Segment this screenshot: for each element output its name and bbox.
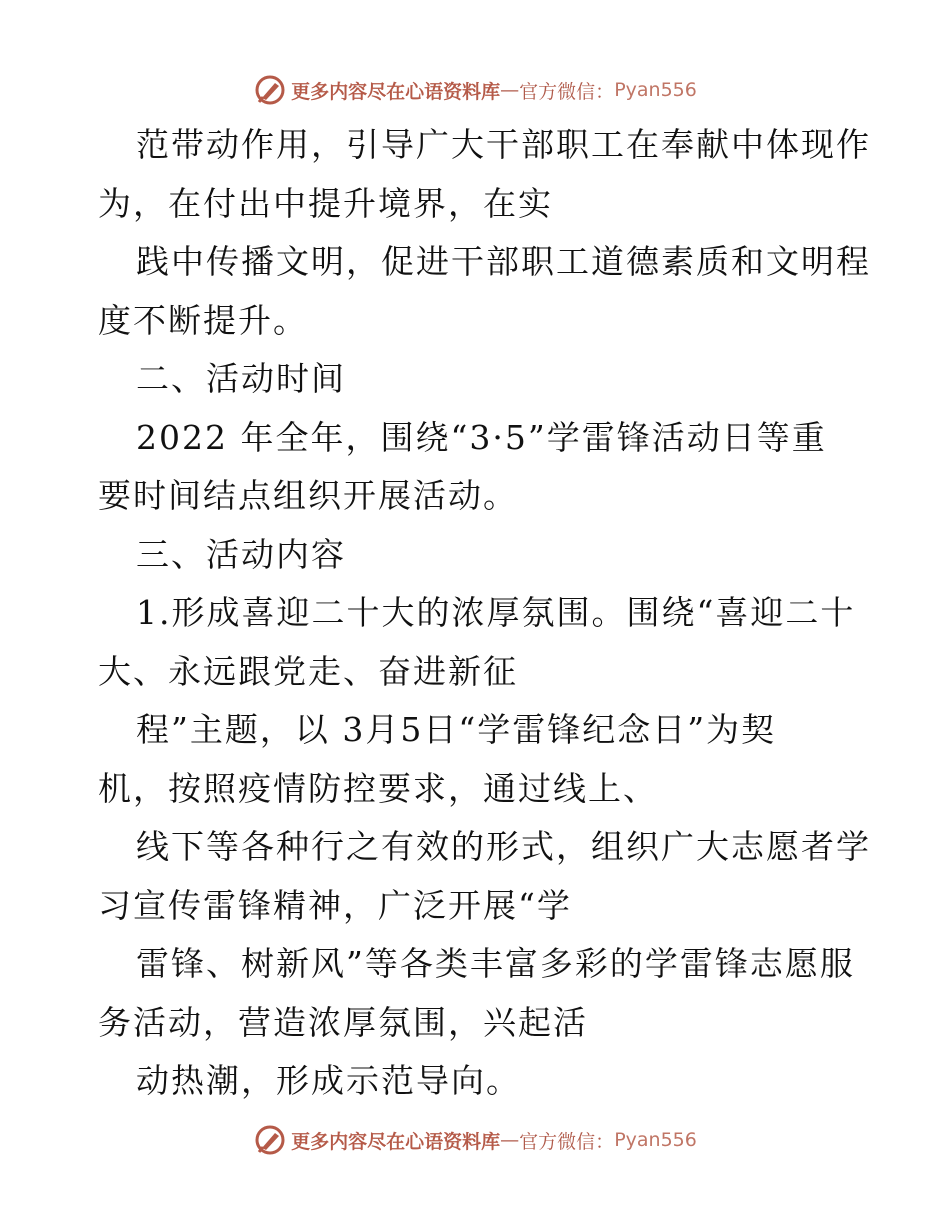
text-line: 践中传播文明，促进干部职工道德素质和文明程 [136, 242, 871, 281]
text-line: 机，按照疫情防控要求，通过线上、 [98, 768, 658, 808]
text-line: 范带动作用，引导广大干部职工在奉献中体现作 [136, 125, 871, 164]
pen-logo-icon [253, 73, 287, 107]
text-line: 习宣传雷锋精神，广泛开展“学 [98, 885, 572, 925]
document-body [98, 116, 871, 1111]
watermark-id: Pyan556 [614, 1129, 697, 1151]
text-line: 线下等各种行之有效的形式，组织广大志愿者学 [136, 827, 871, 866]
watermark-official: 官方微信： [519, 1130, 615, 1153]
watermark-dash: — [500, 1129, 520, 1151]
text-line: 1.形成喜迎二十大的浓厚氛围。围绕“喜迎二十 [136, 593, 856, 632]
pen-logo-icon [253, 1123, 287, 1157]
text-line: 程”主题，以 3月5日“学雷锋纪念日”为契 [136, 710, 777, 749]
text-line: 2022 年全年，围绕“3·5”学雷锋活动日等重 [136, 417, 827, 457]
text-line: 二、活动时间 [136, 359, 346, 398]
text-line: 要时间结点组织开展活动。 [98, 476, 518, 515]
text-line: 雷锋、树新风”等各类丰富多彩的学雷锋志愿服 [136, 944, 855, 983]
watermark-id: Pyan556 [614, 79, 697, 101]
text-line: 动热潮，形成示范导向。 [136, 1061, 521, 1100]
watermark-text: 更多内容尽在心语资料库 [291, 1130, 501, 1153]
watermark-official: 官方微信： [519, 80, 615, 103]
text-line: 三、活动内容 [136, 534, 346, 574]
text-line: 度不断提升。 [98, 300, 308, 340]
text-line: 务活动，营造浓厚氛围，兴起活 [98, 1002, 588, 1042]
watermark-text: 更多内容尽在心语资料库 [291, 80, 501, 103]
header-watermark [0, 70, 950, 110]
footer-watermark [0, 1120, 950, 1160]
watermark-dash: — [500, 79, 520, 101]
text-line: 为，在付出中提升境界，在实 [98, 183, 553, 223]
text-line: 大、永远跟党走、奋进新征 [98, 651, 518, 691]
